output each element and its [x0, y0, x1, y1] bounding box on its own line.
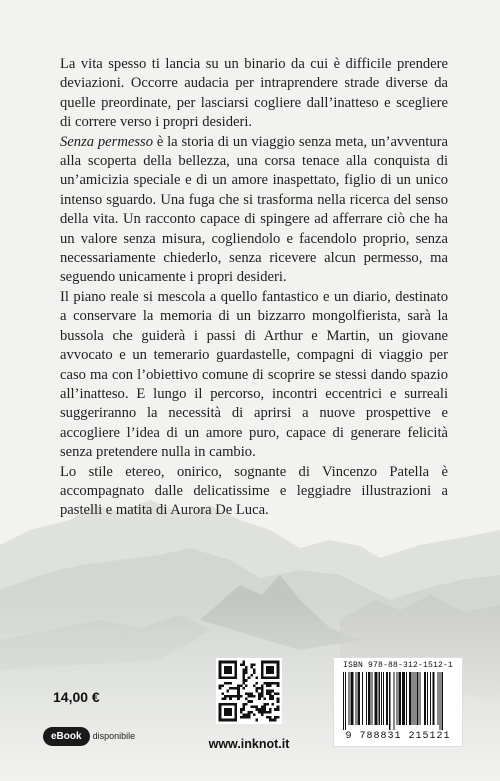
website-url: www.inknot.it: [208, 737, 290, 751]
ebook-available-text: disponibile: [92, 731, 136, 741]
blurb-paragraph-1: La vita spesso ti lancia su un binario da cui è difficile prendere deviazioni. Occorre audacia per intraprendere strade diverse da quelle preordinate, per lasciarsi cogliere dall’inatteso e scegliere di correre verso i propri desideri.: [60, 56, 448, 131]
price-label: 14,00 €: [53, 689, 100, 705]
blurb-paragraph-4: Lo stile etereo, onirico, sognante di Vincenzo Patella è accompagnato dalle delicatissime e leggiadre illustrazioni a pastelli e matita di Aurora De Luca.: [60, 463, 448, 519]
back-cover-blurb: [60, 55, 448, 521]
isbn-label: ISBN 978-88-312-1512-1: [342, 661, 454, 670]
book-title: Senza permesso: [60, 133, 153, 150]
ebook-badge: eBook: [43, 727, 90, 746]
isbn-barcode: [333, 657, 463, 747]
blurb-paragraph-2-text: è la storia di un viaggio senza meta, un’avventura alla scoperta della bellezza, una corsa tenace alla conquista di un’amicizia speciale e di un amore inaspettato, figlio di un unico intenso sguardo. Una fuga che si trasforma nella ricerca del senso della vita. Un racconto capace di spingere ad afferrare ciò che ha un valore senza misura, cogliendolo e facendolo proprio, senza necessariamente chiederlo, senza ricevere alcun permesso, ma seguendo unicamente i propri desideri.: [60, 133, 448, 286]
blurb-paragraph-2: [60, 133, 448, 288]
blurb-paragraph-3: Il piano reale si mescola a quello fantastico e un diario, destinato a conservare la memoria di un bizzarro mongolfierista, sarà la bussola che guiderà i passi di Arthur e Martin, un giovane avvocato e un temerario guardastelle, compagni di viaggio per caso ma con l’obiettivo comune di scoprire se stessi dando spazio all’inatteso. E lungo il percorso, incontri eccentrici e surreali suggeriranno la necessità di aprirsi a nuove prospettive e accogliere l’idea di un amore puro, capace di generare felicità senza pretendere nulla in cambio.: [60, 288, 448, 461]
qr-code: [216, 658, 282, 724]
ean-digits: 9 788831 215121: [345, 731, 451, 742]
barcode-bars: [341, 672, 455, 730]
ebook-available-badge: [43, 724, 143, 748]
